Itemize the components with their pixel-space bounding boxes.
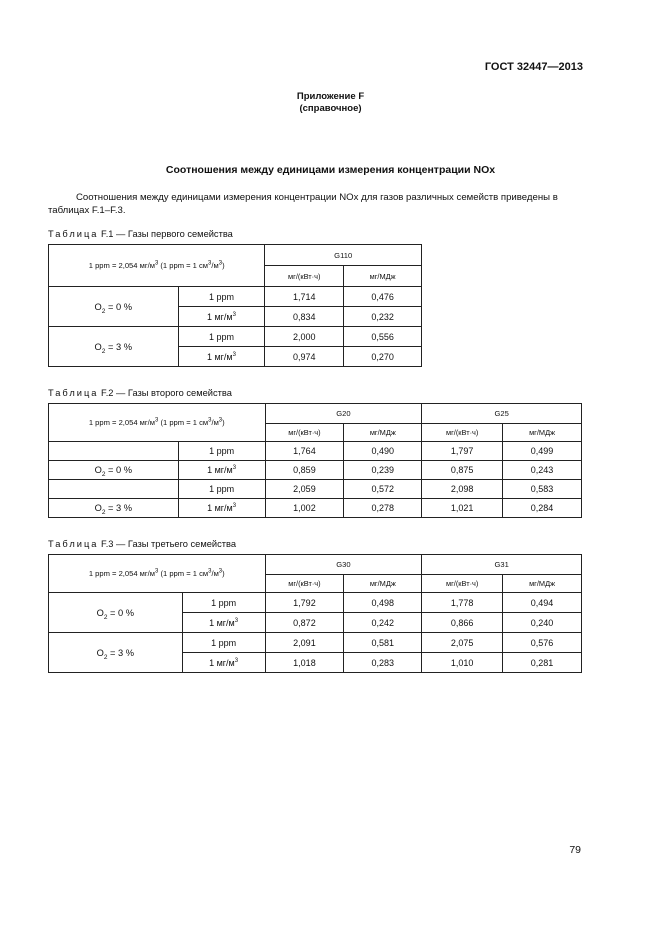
table-cell: 0,278 [344, 499, 422, 518]
table-cell: 1,778 [422, 593, 503, 613]
o2-label: $O_2 = 0$ % [49, 461, 179, 480]
unit-label: 1 ppm [178, 480, 265, 499]
table-cell: 0,283 [344, 653, 422, 673]
unit-header: мг/МДж [344, 266, 422, 287]
table-cell: 0,875 [422, 461, 503, 480]
table-cell: 0,974 [265, 347, 344, 367]
table-cell: 0,499 [503, 442, 582, 461]
table2-number: F.2 [101, 388, 114, 398]
table3-title: — Газы третьего семейства [116, 539, 237, 549]
table-cell: 0,581 [344, 633, 422, 653]
appendix-heading [0, 91, 661, 115]
unit-label: 1 $мг/м^3$ [178, 347, 265, 367]
table3-number: F.3 [101, 539, 114, 549]
gas-header: G20 [265, 404, 422, 424]
table-cell: 0,239 [344, 461, 422, 480]
empty-cell [49, 480, 179, 499]
table-cell: 0,494 [503, 593, 582, 613]
unit-label: 1 $мг/м^3$ [182, 613, 265, 633]
gas-header: G30 [265, 555, 422, 575]
unit-header: мг/МДж [503, 575, 582, 593]
table-f3 [48, 554, 582, 673]
unit-label: 1 ppm [182, 633, 265, 653]
empty-cell [49, 442, 179, 461]
table-word: Таблица [48, 388, 99, 398]
conversion-note: 1 ppm = 2,054 $мг/м^3$ (1 ppm = 1 $см^3/м^3$) [49, 555, 266, 593]
conversion-note: 1 ppm = 2,054 $мг/м^3$ (1 ppm = 1 $см^3/м^3$) [49, 245, 265, 287]
appendix-type: (справочное) [299, 103, 362, 114]
table-cell: 1,021 [422, 499, 503, 518]
table-cell: 1,002 [265, 499, 344, 518]
unit-header: мг/МДж [344, 424, 422, 442]
table1-number: F.1 [101, 229, 114, 239]
table2-caption [48, 388, 232, 398]
standard-number: ГОСТ 32447—2013 [484, 61, 583, 73]
table-cell: 2,059 [265, 480, 344, 499]
gas-header: G25 [422, 404, 582, 424]
section-title: Соотношения между единицами измерения концентрации NOx [165, 164, 496, 176]
table-cell: 0,498 [344, 593, 422, 613]
table-f1 [48, 244, 422, 367]
unit-header: мг/(кВт·ч) [265, 575, 344, 593]
table2-title: — Газы второго семейства [116, 388, 232, 398]
table-cell: 0,872 [265, 613, 344, 633]
table-cell: 2,098 [422, 480, 503, 499]
unit-header: мг/(кВт·ч) [422, 424, 503, 442]
page-number: 79 [569, 844, 581, 856]
table-cell: 0,556 [344, 327, 422, 347]
table-cell: 1,792 [265, 593, 344, 613]
unit-label: 1 ppm [178, 442, 265, 461]
unit-label: 1 ppm [178, 327, 265, 347]
o2-label: $O_2 = 3$ % [49, 327, 179, 367]
table3-caption [48, 539, 236, 549]
table-cell: 0,232 [344, 307, 422, 327]
table-cell: 0,281 [503, 653, 582, 673]
table-cell: 0,240 [503, 613, 582, 633]
table-cell: 1,010 [422, 653, 503, 673]
o2-label: $O_2 = 0$ % [49, 593, 183, 633]
table1-title: — Газы первого семейства [116, 229, 233, 239]
table-cell: 0,284 [503, 499, 582, 518]
table-cell: 1,797 [422, 442, 503, 461]
table-cell: 1,018 [265, 653, 344, 673]
table-cell: 2,091 [265, 633, 344, 653]
unit-label: 1 ppm [182, 593, 265, 613]
conversion-note: 1 ppm = 2,054 $мг/м^3$ (1 ppm = 1 $см^3/м^3$) [49, 404, 266, 442]
unit-header: мг/МДж [344, 575, 422, 593]
table-cell: 0,576 [503, 633, 582, 653]
table-cell: 0,866 [422, 613, 503, 633]
table-cell: 0,834 [265, 307, 344, 327]
table-cell: 0,242 [344, 613, 422, 633]
unit-header: мг/(кВт·ч) [265, 424, 344, 442]
table-cell: 0,859 [265, 461, 344, 480]
o2-label: $O_2 = 3$ % [49, 633, 183, 673]
unit-header: мг/(кВт·ч) [265, 266, 344, 287]
table-word: Таблица [48, 539, 99, 549]
table1-caption [48, 229, 233, 239]
table-word: Таблица [48, 229, 99, 239]
unit-header: мг/МДж [503, 424, 582, 442]
unit-label: 1 $мг/м^3$ [182, 653, 265, 673]
table-f2 [48, 403, 582, 518]
table-cell: 0,583 [503, 480, 582, 499]
table-cell: 0,243 [503, 461, 582, 480]
table-cell: 0,572 [344, 480, 422, 499]
o2-label: $O_2 = 0$ % [49, 287, 179, 327]
table-cell: 2,000 [265, 327, 344, 347]
appendix-label: Приложение F [296, 91, 365, 102]
table-cell: 1,714 [265, 287, 344, 307]
gas-header: G31 [422, 555, 582, 575]
unit-label: 1 $мг/м^3$ [178, 307, 265, 327]
table-cell: 0,490 [344, 442, 422, 461]
table-cell: 1,764 [265, 442, 344, 461]
table-cell: 0,270 [344, 347, 422, 367]
unit-label: 1 $мг/м^3$ [178, 499, 265, 518]
unit-label: 1 ppm [178, 287, 265, 307]
o2-label: $O_2 = 3$ % [49, 499, 179, 518]
unit-label: 1 $мг/м^3$ [178, 461, 265, 480]
intro-paragraph: Соотношения между единицами измерения концентрации NOx для газов различных семейств приведены в таблицах F.1–F.3. [48, 192, 558, 216]
table-cell: 0,476 [344, 287, 422, 307]
unit-header: мг/(кВт·ч) [422, 575, 503, 593]
table-cell: 2,075 [422, 633, 503, 653]
gas-header: G110 [265, 245, 422, 266]
